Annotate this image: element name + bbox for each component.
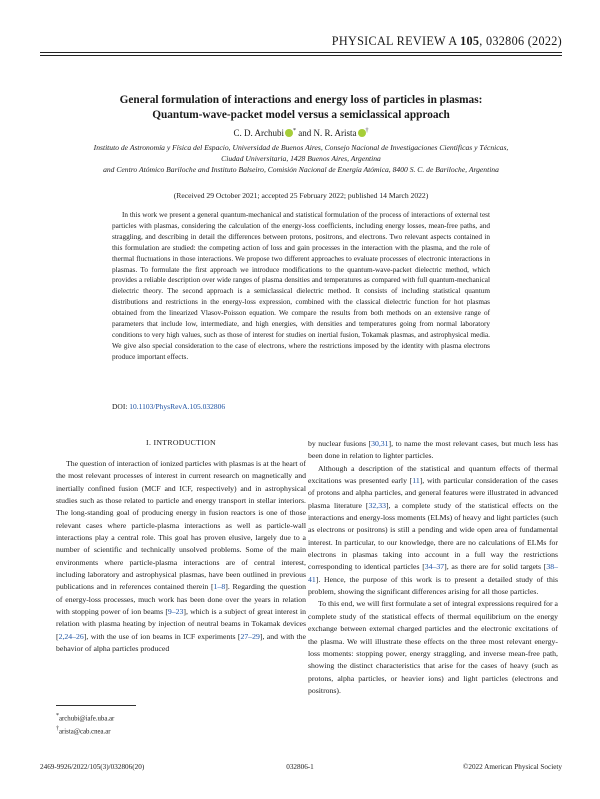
citation-link[interactable]: 32,33 — [368, 500, 386, 510]
author-2: N. R. Arista — [313, 128, 357, 138]
footnote-2-mark: † — [56, 726, 59, 733]
abstract: In this work we present a general quantum-mechanical and statistical formulation of the process of interactions of external test particles with plasmas, considering the calculation of the energy-loss coefficients, including energy losses, mean-free paths, and straggling, and describing in detail the differences between protons, positrons, and electrons. Two relevant aspects contained in this formulation are studied: the competing action of loss and gain processes in the interaction with the plasma, and the role of thermal fluctuations in those interactions. We propose two different approaches to evaluate processes of electronic interactions in plasmas. To formulate the first approach we introduce modifications to the quantum-wave-packet dielectric method, which provides a reliable description over wide ranges of plasma densities and temperatures as compared with full quantum-mechanical dielectric theory. The second approach is a semiclassical dielectric method. It consists of including statistical quantum distributions and restrictions in the energy-loss expression, combined with the classical dielectric function for hot plasmas obtained from the linearized Vlasov-Poisson equation. We compare the results from both methods on an extensive range of parameters that include low, intermediate, and high energies, with densities and temperatures going from normal laboratory conditions to very high values, such as those of interest for studies on inertial fusion, Tokamak plasmas, and astrophysical media. We give also special consideration to the case of electrons, where the restrictions imposed by the identity with plasma electrons produce important effects. — [112, 211, 490, 361]
citation-link[interactable]: 34–37 — [424, 562, 445, 572]
text-run: ], with the use of ion beams in ICF experiments [ — [83, 631, 241, 641]
text-run: ], as there are for solid targets [ — [444, 562, 547, 572]
header-rule-top — [40, 52, 562, 53]
article-number-year: , 032806 (2022) — [479, 34, 562, 48]
footnote-1 — [56, 711, 114, 724]
affiliation-line-3: and Centro Atómico Bariloche and Instituto Balseiro, Comisión Nacional de Energía Atómica, 8400 S. C. de Bariloche, Argentina — [103, 165, 499, 175]
orcid-icon[interactable] — [285, 129, 293, 137]
intro-paragraph-1 — [56, 458, 306, 656]
text-run: ], and with the behavior of alpha particles produced — [56, 631, 306, 654]
affiliation-line-1: Instituto de Astronomía y Física del Espacio, Universidad de Buenos Aires, Consejo Nacional de Investigaciones Científicas y Técnicas, — [93, 143, 509, 152]
intro-paragraph-continued — [308, 438, 558, 463]
footer-page-number: 032806-1 — [286, 763, 314, 771]
received-dates: (Received 29 October 2021; accepted 25 February 2022; published 14 March 2022) — [173, 191, 429, 200]
affiliations — [40, 142, 562, 176]
journal-name: PHYSICAL REVIEW A — [331, 34, 457, 48]
doi-label: DOI: — [112, 402, 128, 411]
text-run: ], to name the most relevant cases, but much less has been done in relation to lighter particles. — [308, 439, 558, 461]
intro-paragraph-3: To this end, we will first formulate a set of integral expressions required for a complete study of the statistical effects of thermal equilibrium on the energy exchange between external charged particles and the electronic excitations of the plasma. We will illustrate these effects on the three most relevant energy-loss moments: stopping power, energy straggling, and inverse mean-free path, showing the distinct characteristics that arise for the cases of heavy (such as protons, alpha particles, or heavier ions) and light particles (electrons and positrons). — [308, 599, 558, 695]
citation-link[interactable]: 38–41 — [308, 562, 558, 584]
affiliation-line-2: Ciudad Universitaria, 1428 Buenos Aires, Argentina — [221, 154, 381, 164]
doi-link[interactable]: 10.1103/PhysRevA.105.032806 — [129, 402, 226, 411]
journal-header — [40, 34, 562, 49]
author-2-footnote-mark: † — [365, 128, 369, 134]
intro-paragraph-2 — [308, 463, 558, 599]
text-run: The question of interaction of ionized particles with plasmas is at the heart of the most relevant processes of interest in current research on magnetically and inertially confined fusion (MCF and ICF, respectively) and in astrophysical studies such as those related to particle and energy transport in stellar interiors. The long-standing goal of producing energy in fusion reactors is one of those relevant cases where particle-plasma interactions as well as particle-wall interactions play a central role. This goal has proven elusive, largely due to a number of scientific and technically unsolved problems. Some of the main environments where particle-plasma interactions are of central interest, including laboratory and astrophysical plasmas, have been outlined in previous publications and in references contained therein [ — [56, 459, 306, 592]
citation-link[interactable]: 11 — [412, 476, 420, 486]
section-heading: I. INTRODUCTION — [146, 438, 216, 447]
left-column — [56, 458, 306, 656]
text-run: Although a description of the statistical and quantum effects of thermal excitations was presented early [ — [308, 463, 558, 486]
paper-title — [70, 93, 532, 122]
footnote-1-email[interactable]: archubi@iafe.uba.ar — [59, 715, 115, 723]
author-1-footnote-mark: * — [292, 128, 296, 134]
citation-link[interactable]: 9–23 — [167, 607, 184, 617]
footnote-2-email[interactable]: arista@cab.cnea.ar — [59, 728, 111, 736]
text-run: ]. Regarding the question of energy-loss processes, much work has been done over the years in relation with stopping power of ion beams [ — [56, 582, 306, 617]
header-rule-bottom — [40, 55, 562, 56]
footnote-rule — [56, 705, 136, 706]
right-column — [308, 438, 558, 697]
footnote-1-mark: * — [56, 713, 59, 719]
citation-link[interactable]: 27–29 — [240, 631, 260, 641]
footer-issn: 2469-9926/2022/105(3)/032806(20) — [40, 763, 145, 771]
text-run: ], a complete study of the statistical effects on the interactions and energy-loss moments (ELMs) of heavy and light particles (such as electrons or positrons) is still a pending and wide open area of fundamental interest. In particular, to our knowledge, there are no calculations of ELMs for electrons in plasmas taking into account in a full way the restrictions corresponding to identical particles [ — [308, 500, 558, 572]
citation-link[interactable]: 1–8 — [213, 582, 226, 592]
citation-link[interactable]: 2,24–26 — [58, 631, 84, 641]
author-1: C. D. Archubi — [233, 128, 284, 138]
citation-link[interactable]: 30,31 — [371, 439, 389, 448]
journal-volume: 105 — [460, 34, 480, 48]
footnotes — [56, 711, 114, 738]
footer-copyright: ©2022 American Physical Society — [462, 763, 562, 771]
doi-line — [112, 402, 225, 411]
text-run: ]. Hence, the purpose of this work is to present a detailed study of this problem, showing the significant differences arising for all those particles. — [308, 574, 558, 597]
author-list — [70, 128, 532, 138]
text-run: ], which is a subject of great interest in relation with plasma heating by injection of neutral beams in Tokamak devices [ — [56, 607, 306, 641]
orcid-icon[interactable] — [358, 129, 366, 137]
title-line-1: General formulation of interactions and energy loss of particles in plasmas: — [119, 94, 483, 106]
author-connector: and — [298, 128, 312, 138]
footnote-2 — [56, 724, 114, 737]
title-line-2: Quantum-wave-packet model versus a semiclassical approach — [152, 108, 450, 121]
text-run: by nuclear fusions [ — [308, 439, 372, 448]
text-run: ], with particular consideration of the cases of protons and alpha particles, and general features were illustrated in advanced plasma literature [ — [308, 476, 559, 510]
